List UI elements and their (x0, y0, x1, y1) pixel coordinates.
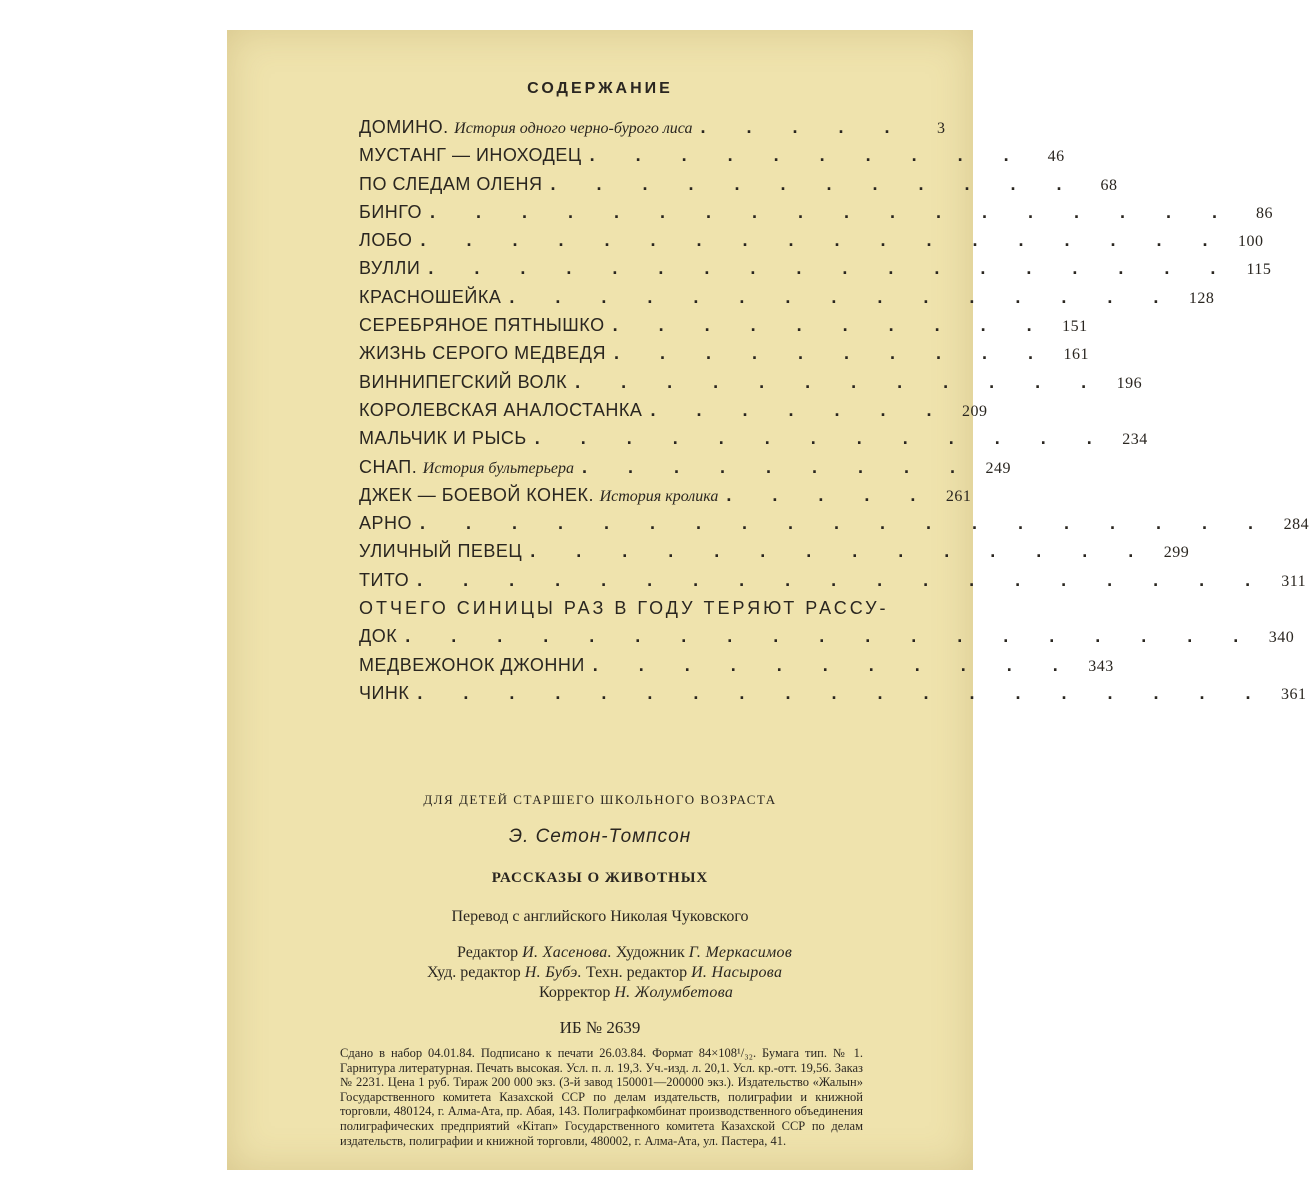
table-of-contents (359, 117, 1309, 711)
toc-page-number: 196 (1116, 374, 1143, 392)
colophon: Сдано в набор 04.01.84. Подписано к печати 26.03.84. Формат 84×108¹/₃₂. Бумага тип. № 1. Гарнитура литературная. Печать высокая. Усл. п. л. 19,3. Уч.-изд. л. 20,1. Усл. кр.-отт. 19,56. Заказ № 2231. Цена 1 руб. Тираж 200 000 экз. (3-й завод 150001—200000 экз.). Издательство «Жалын» Государственного комитета Казахской ССР по делам издательств, полиграфии и книжной торговли, 480124, г. Алма-Ата, пр. Абая, 143. Полиграфкомбинат производственного объединения полиграфических предприятий «Кітап» Государственного комитета Казахской ССР по делам издательств, полиграфии и книжной торговли, 480002, г. Алма-Ата, ул. Пастера, 41. (340, 1046, 863, 1148)
toc-entry-title-group (359, 258, 420, 279)
toc-entry (359, 399, 988, 428)
toc-entry (359, 201, 1274, 230)
toc-leader-dots: . . . . . . . . . . . . . . . . . . (428, 258, 1234, 279)
toc-entry-title: СНАП. (359, 456, 418, 477)
toc-page-number: 3 (937, 120, 946, 137)
proofreader-label: Корректор (539, 984, 611, 1001)
toc-entry-title-group (359, 485, 718, 506)
toc-entry (359, 513, 1309, 541)
toc-entry-continuation: ДОК (359, 626, 398, 647)
toc-leader-dots: . . . . . . . . . . . . . . . . . . . (420, 513, 1272, 534)
toc-entry (359, 626, 1295, 654)
toc-page-number: 284 (1283, 516, 1309, 534)
art-editor-label: Худ. редактор (427, 964, 521, 981)
toc-entry-title: ПО СЛЕДАМ ОЛЕНЯ (359, 173, 543, 194)
toc-entry-title: ОТЧЕГО СИНИЦЫ РАЗ В ГОДУ ТЕРЯЮТ РАССУ- (359, 598, 889, 619)
toc-entry-title: МАЛЬЧИК И РЫСЬ (359, 428, 527, 449)
toc-entry (359, 343, 1090, 371)
toc-entry-title-group (359, 570, 409, 591)
proofreader-name: Н. Жолумбетова (614, 984, 734, 1001)
toc-entry-title: КРАСНОШЕЙКА (359, 286, 502, 307)
editor-label: Редактор (457, 944, 519, 961)
toc-entry-title-group (359, 428, 527, 449)
toc-entry-title-group (359, 683, 409, 704)
toc-entry-title: БИНГО (359, 201, 422, 222)
toc-page-number: 128 (1188, 289, 1215, 307)
book-title: РАССКАЗЫ О ЖИВОТНЫХ (491, 870, 709, 886)
toc-page-number: 68 (1100, 176, 1118, 194)
toc-page-number: 343 (1088, 657, 1114, 675)
toc-entry (359, 654, 1114, 683)
author-name: Э. Сетон-Томпсон (508, 826, 692, 847)
tech-editor-name: И. Насырова (691, 964, 783, 981)
toc-leader-dots: . . . . . . . . . . (614, 343, 1052, 364)
toc-entry-title: УЛИЧНЫЙ ПЕВЕЦ (359, 541, 523, 562)
toc-entry-title-group (359, 343, 606, 364)
toc-leader-dots: . . . . . . . . . . . . . . . . . . . (417, 682, 1269, 703)
toc-entry-title: МЕДВЕЖОНОК ДЖОННИ (359, 654, 585, 675)
credits-line-1 (427, 943, 907, 963)
toc-leader-dots: . . . . . . . . . . . . . . . (509, 286, 1177, 307)
toc-leader-dots: . . . . . . . . . . (589, 145, 1027, 166)
toc-entry-title-group (359, 513, 412, 534)
toc-entry (359, 173, 1118, 202)
toc-entry-subtitle: История кролика (599, 487, 719, 505)
toc-entry-title-group (359, 541, 522, 562)
toc-page-number: 234 (1122, 431, 1148, 449)
toc-entry-title: ДОМИНО. (359, 117, 449, 137)
toc-leader-dots: . . . . . . . . . . . (592, 654, 1076, 675)
toc-entry-title-group (359, 174, 542, 195)
ib-number: ИБ № 2639 (559, 1018, 641, 1037)
toc-leader-dots: . . . . . . . . . . . . . . . . . . (430, 201, 1236, 222)
toc-entry-title: ДЖЕК — БОЕВОЙ КОНЕК. (359, 484, 595, 505)
toc-entry-title-group (359, 230, 412, 251)
book-page (227, 30, 1309, 1170)
toc-page-number: 261 (945, 487, 972, 505)
toc-entry-title: ВИННИПЕГСКИЙ ВОЛК (359, 371, 568, 392)
toc-entry (359, 371, 1143, 400)
toc-entry-title-group (359, 457, 574, 478)
toc-leader-dots: . . . . . . . . . . . . . . (530, 541, 1152, 562)
toc-entry-title-group (359, 287, 501, 308)
toc-leader-dots: . . . . . . . . . . . . (550, 173, 1080, 194)
toc-entry (359, 456, 1012, 485)
artist-name: Г. Меркасимов (688, 944, 793, 961)
art-editor-name: Н. Бубэ. (524, 964, 582, 981)
credits-line-3 (427, 983, 907, 1003)
credits-block (427, 943, 907, 1003)
toc-heading: СОДЕРЖАНИЕ (527, 80, 673, 97)
toc-entry (359, 682, 1307, 711)
toc-leader-dots: . . . . . (726, 484, 934, 505)
toc-page-number: 249 (985, 459, 1012, 477)
toc-entry-title: ТИТО (359, 569, 410, 590)
toc-entry (359, 117, 946, 145)
toc-page-number: 115 (1246, 261, 1272, 279)
translation-credit: Перевод с английского Николая Чуковского (451, 908, 749, 925)
toc-entry-title: МУСТАНГ — ИНОХОДЕЦ (359, 145, 582, 166)
toc-entry-title-group (359, 372, 567, 393)
artist-label: Художник (615, 944, 685, 961)
toc-entry-title-group (359, 626, 397, 647)
toc-entry-title-group (359, 202, 422, 223)
toc-entry (359, 286, 1215, 315)
toc-leader-dots: . . . . . . . . . (582, 456, 974, 477)
toc-page-number: 86 (1256, 204, 1274, 222)
toc-entry (359, 145, 1065, 173)
toc-entry-title-group (359, 117, 692, 138)
toc-entry (359, 428, 1148, 456)
toc-entry-subtitle: История одного черно-бурого лиса (454, 120, 693, 137)
toc-entry (359, 230, 1264, 258)
toc-entry (359, 315, 1088, 343)
toc-leader-dots: . . . . . . . . . . (612, 315, 1050, 336)
toc-leader-dots: . . . . . . . . . . . . (575, 371, 1105, 392)
toc-entry (359, 569, 1307, 598)
toc-page-number: 161 (1063, 346, 1090, 364)
toc-page-number: 299 (1163, 544, 1190, 562)
toc-entry-title: ЧИНК (359, 682, 410, 703)
toc-leader-dots: . . . . . . . (650, 399, 950, 420)
toc-page-number: 46 (1047, 148, 1065, 166)
toc-entry-title-group (359, 315, 605, 336)
toc-page-number: 209 (961, 402, 988, 420)
toc-entry-title: СЕРЕБРЯНОЕ ПЯТНЫШКО (359, 315, 605, 336)
toc-entry-title: ЖИЗНЬ СЕРОГО МЕДВЕДЯ (359, 343, 606, 364)
toc-page-number: 151 (1062, 318, 1088, 336)
toc-leader-dots: . . . . . . . . . . . . . . . . . . . (417, 569, 1269, 590)
toc-entry (359, 484, 972, 513)
toc-leader-dots: . . . . . . . . . . . . . . . . . . (420, 230, 1226, 251)
toc-page-number: 311 (1281, 572, 1307, 590)
toc-entry (359, 541, 1190, 569)
audience-line: ДЛЯ ДЕТЕЙ СТАРШЕГО ШКОЛЬНОГО ВОЗРАСТА (423, 792, 777, 807)
toc-entry (359, 258, 1272, 286)
toc-entry-title: КОРОЛЕВСКАЯ АНАЛОСТАНКА (359, 399, 643, 420)
toc-entry-title: ЛОБО (359, 230, 413, 251)
toc-entry-title: ВУЛЛИ (359, 258, 421, 279)
toc-entry-title: АРНО (359, 513, 413, 534)
toc-page-number: 100 (1237, 233, 1264, 251)
editor-name: И. Хасенова. (522, 944, 612, 961)
toc-page-number: 361 (1280, 685, 1307, 703)
toc-leader-dots: . . . . . (700, 117, 908, 137)
toc-entry-title-group (359, 145, 582, 166)
tech-editor-label: Техн. редактор (585, 964, 688, 981)
toc-entry-subtitle: История бультерьера (422, 459, 575, 477)
toc-page-number: 340 (1268, 629, 1295, 647)
toc-entry-title-group (359, 655, 585, 676)
toc-leader-dots: . . . . . . . . . . . . . (534, 428, 1110, 449)
toc-leader-dots: . . . . . . . . . . . . . . . . . . . (405, 626, 1257, 647)
toc-entry-title-group (359, 400, 642, 421)
credits-line-2 (427, 963, 907, 983)
